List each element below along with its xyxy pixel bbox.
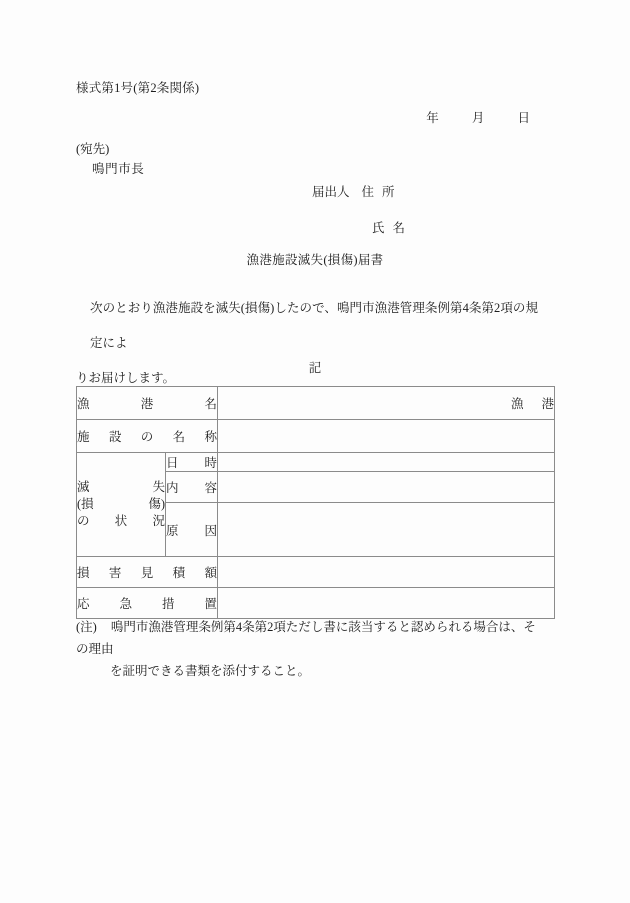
table-row-port-name [77,387,555,420]
document-title: 漁港施設滅失(損傷)届書 [246,253,384,267]
label-port-name: 漁 港 名 [77,387,218,420]
label-situation-datetime: 日 時 [166,453,218,472]
applicant-address-label-2: 所 [382,185,395,199]
footnote-mark: (注) [76,620,97,634]
value-facility-name[interactable] [218,420,555,453]
value-situation-datetime[interactable] [218,453,555,472]
date-line [76,108,530,126]
date-month-label: 月 [471,111,485,125]
table-row-emergency-measures [77,588,555,619]
label-situation-content: 内 容 [166,472,218,503]
record-mark: 記 [308,361,322,375]
footnote-line-2: を証明できる書類を添付すること。 [110,664,311,678]
label-damage-estimate: 損 害 見 積 額 [77,557,218,588]
date-year-label: 年 [426,111,439,125]
label-situation-cause: 原 因 [166,503,218,557]
date-day-label: 日 [517,111,530,125]
body-line-2: りお届けします。 [76,371,176,385]
applicant-name-label-1: 氏 [372,221,393,235]
applicant-name-row [372,218,405,236]
applicant-address-row [312,182,395,200]
value-situation-content[interactable] [218,472,555,503]
applicant-address-label-1: 住 [361,185,383,199]
label-facility-name: 施 設 の 名 称 [77,420,218,453]
footnote [76,616,544,682]
addressee-name: 鳴門市長 [92,162,145,176]
form-number: 様式第1号(第2条関係) [76,81,200,95]
addressee-label: (宛先) [76,142,110,156]
value-damage-estimate[interactable] [218,557,555,588]
table-row-damage-estimate [77,557,555,588]
value-emergency-measures[interactable] [218,588,555,619]
body-line-1: 次のとおり漁港施設を滅失(損傷)したので、鳴門市漁港管理条例第4条第2項の規定によ [90,301,538,350]
body-paragraph [76,291,538,396]
label-emergency-measures: 応 急 措 置 [77,588,218,619]
label-situation: 滅 失 (損 傷) の 状 況 [77,453,166,557]
notification-table [76,386,555,619]
value-port-name[interactable]: 漁 港 [218,387,555,420]
value-situation-cause[interactable] [218,503,555,557]
table-row-facility-name [77,420,555,453]
footnote-line-1: 鳴門市漁港管理条例第4条第2項ただし書に該当すると認められる場合は、その理由 [76,620,536,656]
applicant-prefix-label: 届出人 [312,185,350,199]
table-row-situation-datetime [77,453,555,472]
applicant-name-label-2: 名 [392,221,406,235]
